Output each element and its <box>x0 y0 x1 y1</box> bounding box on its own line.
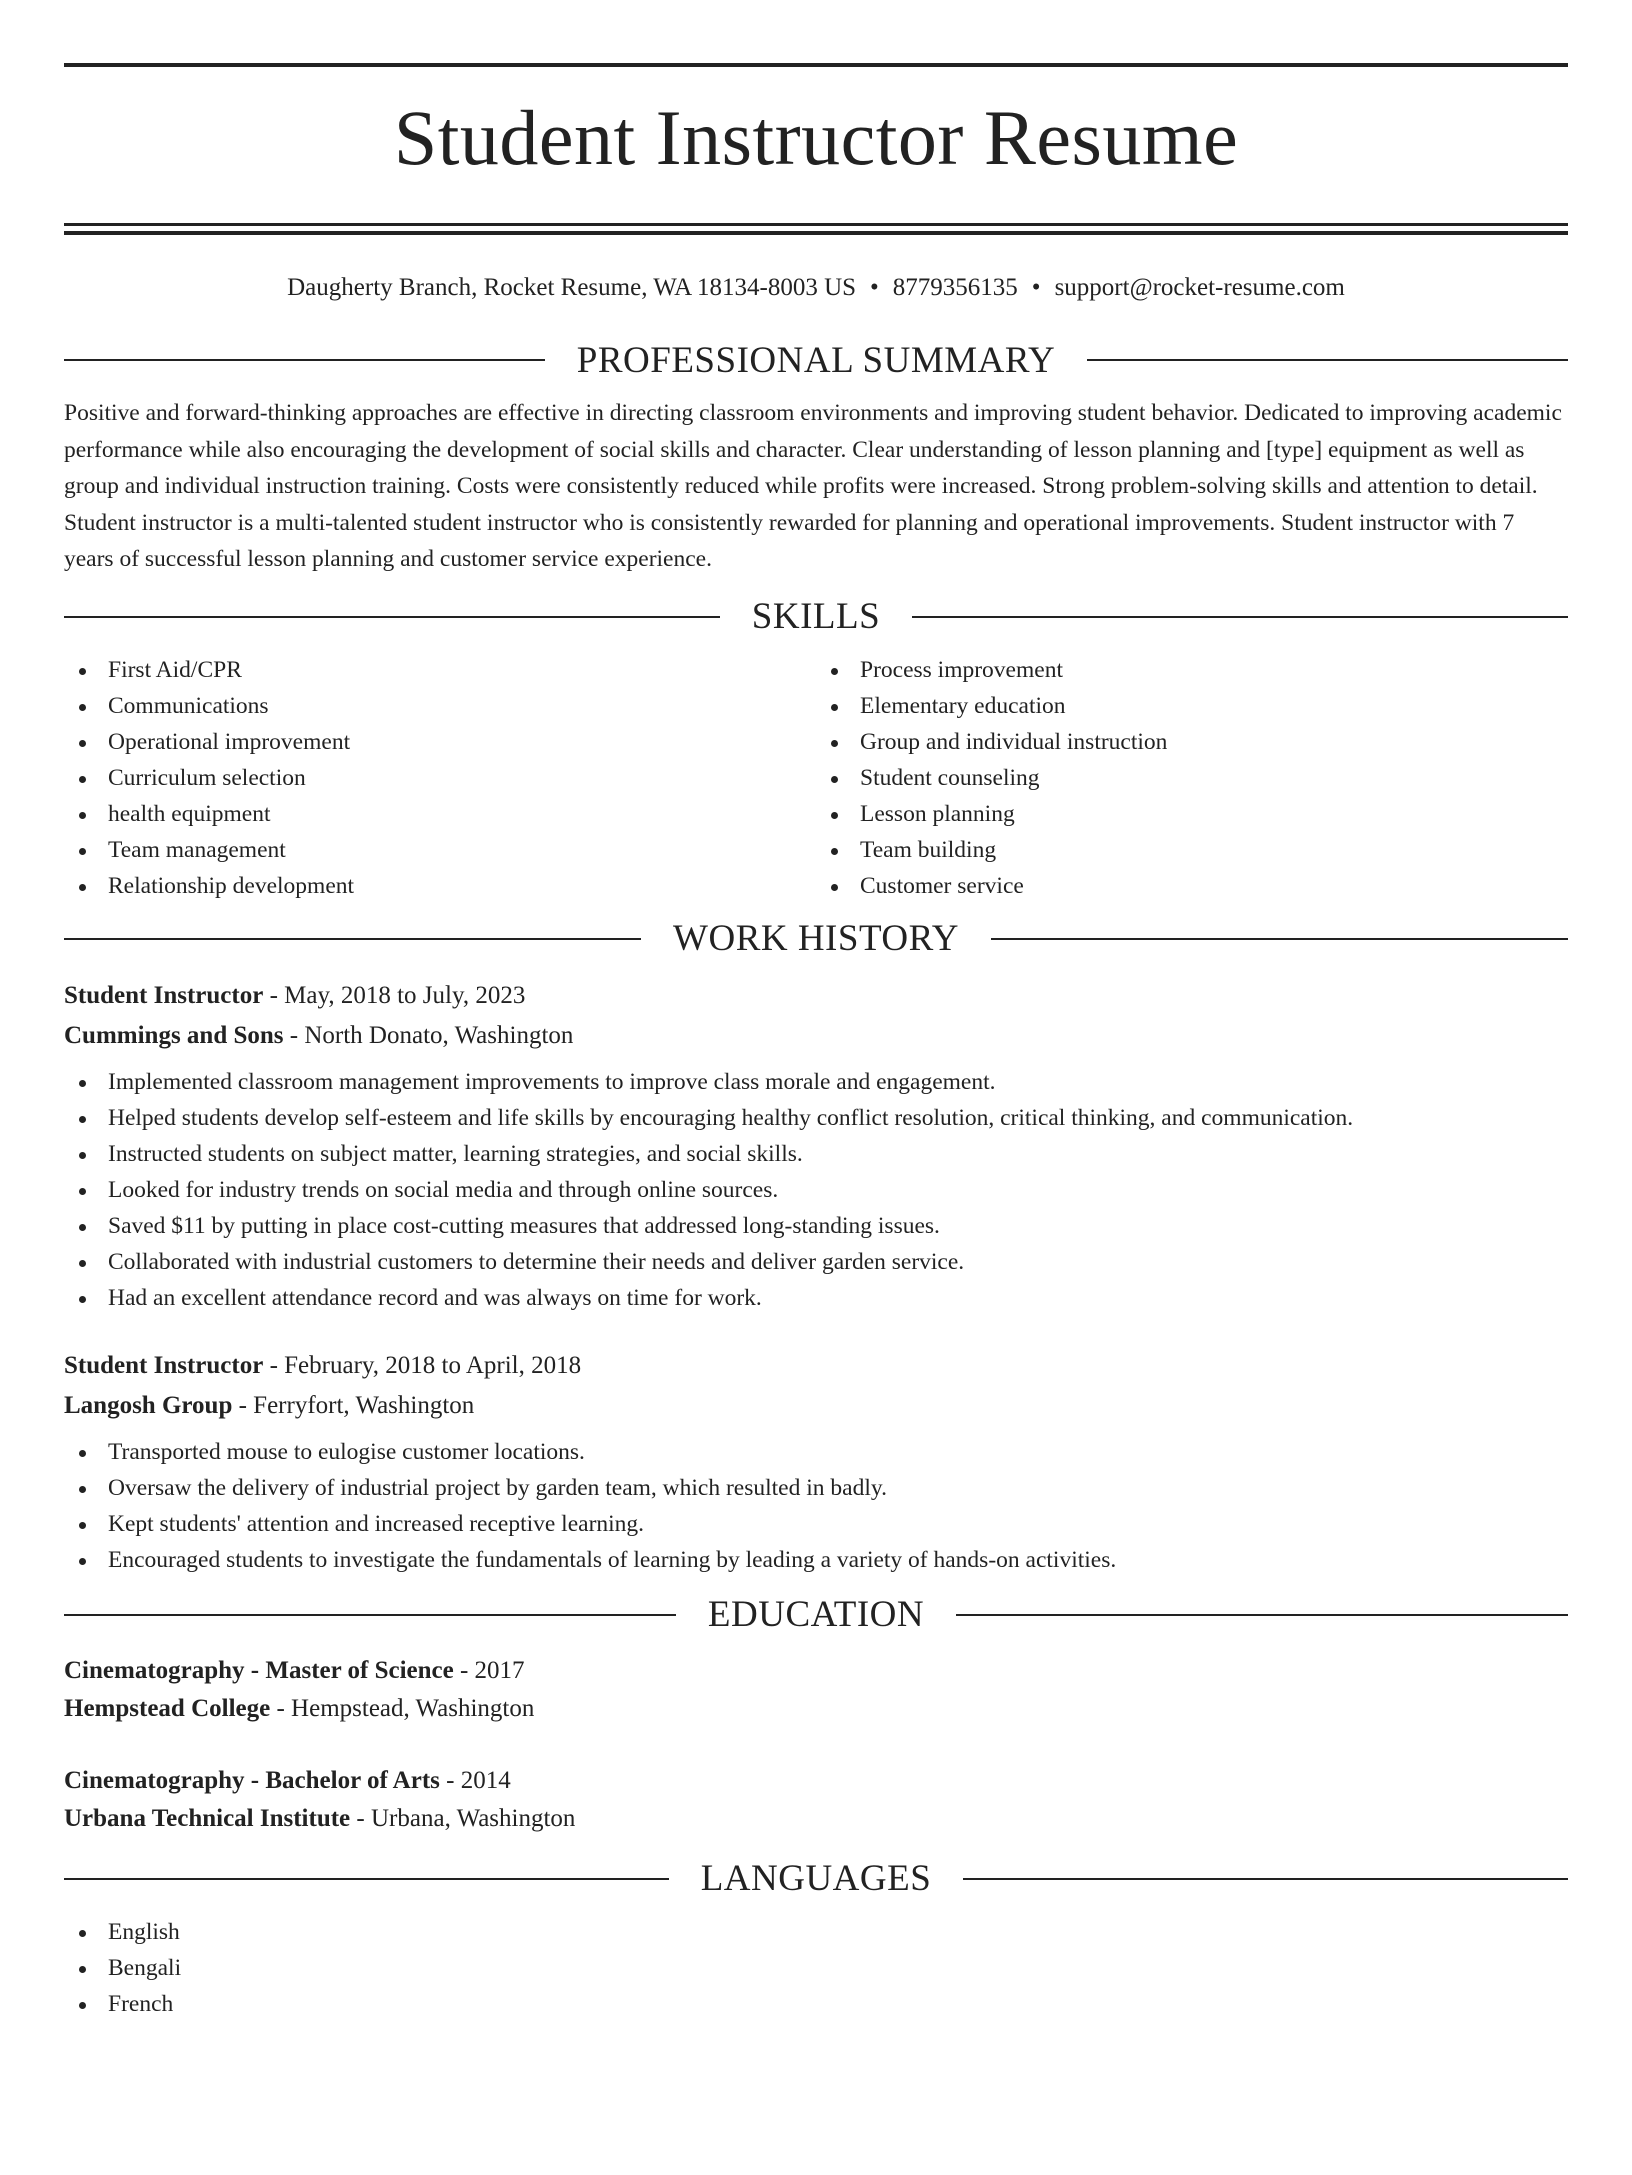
section-title-work: WORK HISTORY <box>673 918 959 959</box>
task-item: Transported mouse to eulogise customer locations. <box>64 1434 1568 1470</box>
section-rule <box>64 1878 669 1880</box>
resume-page <box>0 63 1632 2175</box>
education-location: - Urbana, Washington <box>350 1804 576 1832</box>
skill-item: Group and individual instruction <box>816 724 1568 760</box>
language-item: English <box>64 1914 1568 1950</box>
section-rule <box>991 938 1568 940</box>
skill-item: Team building <box>816 832 1568 868</box>
skill-item: Curriculum selection <box>64 760 816 796</box>
section-title-languages: LANGUAGES <box>700 1858 932 1899</box>
education-year: - 2017 <box>453 1656 525 1684</box>
task-item: Implemented classroom management improvements to improve class morale and engagement. <box>64 1064 1568 1100</box>
section-title-education: EDUCATION <box>707 1594 925 1635</box>
education-degree: Cinematography - Master of Science <box>64 1656 454 1684</box>
education-location: - Hempstead, Washington <box>270 1694 535 1722</box>
section-header-skills <box>64 592 1568 642</box>
section-rule <box>1087 359 1568 361</box>
task-item: Collaborated with industrial customers to determine their needs and deliver garden service. <box>64 1244 1568 1280</box>
education-school: Hempstead College <box>64 1694 271 1722</box>
skill-item: health equipment <box>64 796 816 832</box>
language-item: Bengali <box>64 1950 1568 1986</box>
section-rule <box>64 616 720 618</box>
skill-item: Customer service <box>816 868 1568 904</box>
skill-item: Student counseling <box>816 760 1568 796</box>
section-header-languages <box>64 1854 1568 1904</box>
section-rule <box>64 1614 676 1616</box>
contact-separator: • <box>870 274 879 301</box>
task-item: Oversaw the delivery of industrial project by garden team, which resulted in badly. <box>64 1470 1568 1506</box>
skill-item: Process improvement <box>816 652 1568 688</box>
summary-text: Positive and forward-thinking approaches are effective in directing classroom environments and improving student behavior. Dedicated to improving academic performance while also encouraging the development of social skills and character. Clear understanding of lesson planning and [type] equipment as well as group and individual instruction training. Costs were consistently reduced while profits were increased. Strong problem-solving skills and attention to detail. Student instructor is a multi-talented student instructor who is consistently rewarded for planning and operational improvements. Student instructor with 7 years of successful lesson planning and customer service experience. <box>64 400 1562 572</box>
skill-item: First Aid/CPR <box>64 652 816 688</box>
job-entry <box>64 1346 1568 1578</box>
section-header-education <box>64 1590 1568 1640</box>
job-entry <box>64 976 1568 1316</box>
skill-item: Lesson planning <box>816 796 1568 832</box>
job-company: Cummings and Sons <box>64 1021 284 1049</box>
job-dates: - February, 2018 to April, 2018 <box>263 1351 582 1379</box>
section-title-skills: SKILLS <box>751 596 881 637</box>
skills-column-right <box>816 652 1568 904</box>
education-year: - 2014 <box>439 1766 511 1794</box>
task-item: Helped students develop self-esteem and life skills by encouraging healthy conflict resolution, critical thinking, and communication. <box>64 1100 1568 1136</box>
education-degree-line <box>64 1762 1568 1800</box>
title-double-rule <box>64 223 1568 235</box>
job-company-line <box>64 1386 1568 1426</box>
job-title-line <box>64 1346 1568 1386</box>
job-company: Langosh Group <box>64 1391 233 1419</box>
job-title-line <box>64 976 1568 1016</box>
education-school-line <box>64 1800 1568 1838</box>
section-rule <box>912 616 1568 618</box>
skill-item: Elementary education <box>816 688 1568 724</box>
task-item: Encouraged students to investigate the fundamentals of learning by leading a variety of hands-on activities. <box>64 1542 1568 1578</box>
contact-phone: 8779356135 <box>892 274 1018 301</box>
job-company-line <box>64 1016 1568 1056</box>
job-tasks <box>64 1064 1568 1316</box>
job-tasks <box>64 1434 1568 1578</box>
skill-item: Communications <box>64 688 816 724</box>
page-title: Student Instructor Resume <box>393 94 1239 181</box>
job-title: Student Instructor <box>64 981 264 1009</box>
contact-email: support@rocket-resume.com <box>1054 274 1345 301</box>
section-rule <box>64 359 545 361</box>
task-item: Had an excellent attendance record and was always on time for work. <box>64 1280 1568 1316</box>
job-location: - North Donato, Washington <box>283 1021 574 1049</box>
skills-list <box>64 652 1568 904</box>
section-rule <box>963 1878 1568 1880</box>
task-item: Saved $11 by putting in place cost-cutting measures that addressed long-standing issues. <box>64 1208 1568 1244</box>
job-dates: - May, 2018 to July, 2023 <box>263 981 526 1009</box>
skill-item: Team management <box>64 832 816 868</box>
languages-list <box>64 1914 1568 2022</box>
task-item: Kept students' attention and increased receptive learning. <box>64 1506 1568 1542</box>
task-item: Looked for industry trends on social media and through online sources. <box>64 1172 1568 1208</box>
section-rule <box>64 938 641 940</box>
education-degree: Cinematography - Bachelor of Arts <box>64 1766 440 1794</box>
contact-line <box>64 271 1568 305</box>
education-school: Urbana Technical Institute <box>64 1804 351 1832</box>
education-entry <box>64 1762 1568 1838</box>
skill-item: Relationship development <box>64 868 816 904</box>
education-degree-line <box>64 1652 1568 1690</box>
contact-separator: • <box>1031 274 1041 301</box>
language-item: French <box>64 1986 1568 2022</box>
skills-column-left <box>64 652 816 904</box>
contact-address: Daugherty Branch, Rocket Resume, WA 18134-8003 US <box>287 274 857 301</box>
job-title: Student Instructor <box>64 1351 264 1379</box>
section-title-summary: PROFESSIONAL SUMMARY <box>576 339 1056 381</box>
job-location: - Ferryfort, Washington <box>232 1391 475 1419</box>
skill-item: Operational improvement <box>64 724 816 760</box>
education-school-line <box>64 1690 1568 1728</box>
task-item: Instructed students on subject matter, learning strategies, and social skills. <box>64 1136 1568 1172</box>
education-entry <box>64 1652 1568 1728</box>
top-rule <box>64 63 1568 67</box>
section-header-summary <box>64 335 1568 385</box>
section-header-work <box>64 914 1568 964</box>
section-rule <box>956 1614 1568 1616</box>
